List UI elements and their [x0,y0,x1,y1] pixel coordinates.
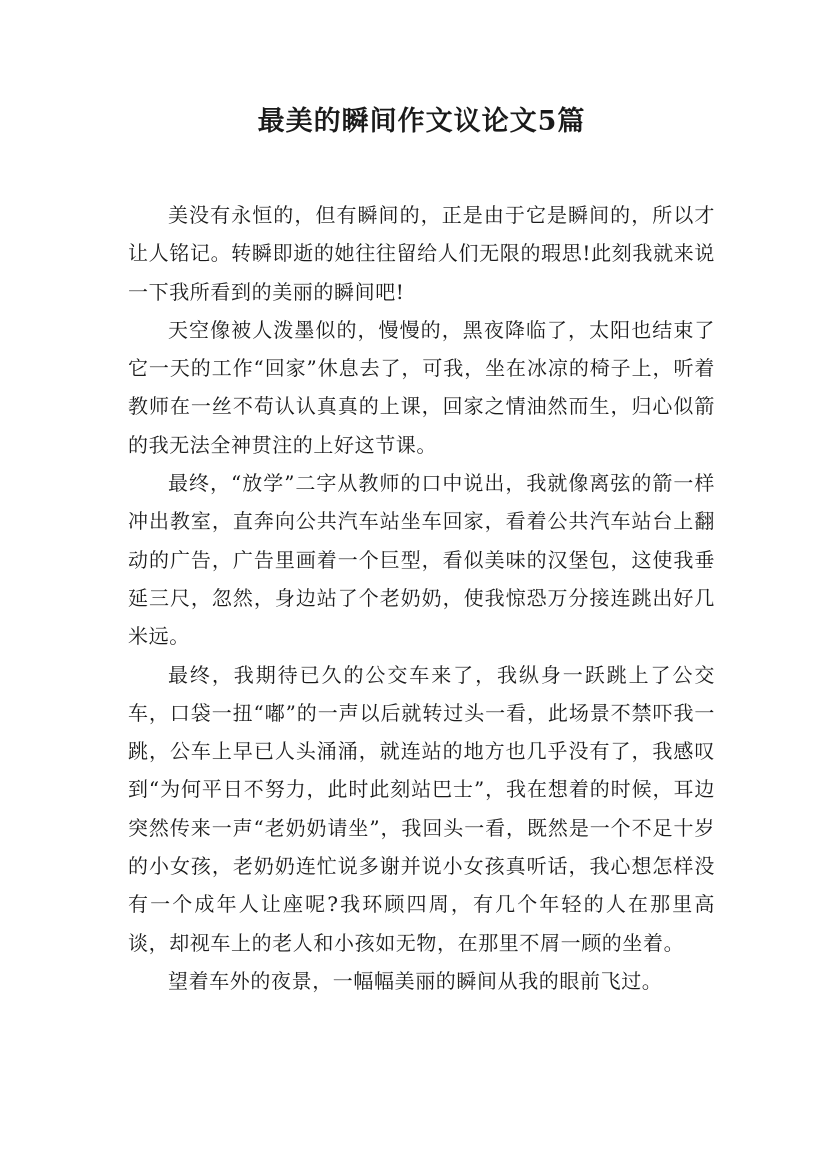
paragraph-1: 美没有永恒的，但有瞬间的，正是由于它是瞬间的，所以才让人铭记。转瞬即逝的她往往留给人们无限的瑕思!此刻我就来说一下我所看到的美丽的瞬间吧! [128,203,715,304]
paragraph-2: 天空像被人泼墨似的，慢慢的，黑夜降临了，太阳也结束了它一天的工作“回家”休息去了，可我，坐在冰凉的椅子上，听着教师在一丝不苟认认真真的上课，回家之情油然而生，归心似箭的我无法全神贯注的上好这节课。 [128,317,715,457]
document-title: 最美的瞬间作文议论文5篇 [257,106,586,137]
paragraph-5: 望着车外的夜景，一幅幅美丽的瞬间从我的眼前飞过。 [168,968,663,993]
paragraph-3: 最终，“放学”二字从教师的口中说出，我就像离弦的箭一样冲出教室，直奔向公共汽车站坐车回家，看着公共汽车站台上翻动的广告，广告里画着一个巨型，看似美味的汉堡包，这使我垂延三尺，忽然，身边站了个老奶奶，使我惊恐万分接连跳出好几米远。 [128,471,715,649]
paragraph-4: 最终，我期待已久的公交车来了，我纵身一跃跳上了公交车，口袋一扭“嘟”的一声以后就转过头一看，此场景不禁吓我一跳，公车上早已人头涌涌，就连站的地方也几乎没有了，我感叹到“为何平日不努力，此时此刻站巴士”，我在想着的时候，耳边突然传来一声“老奶奶请坐”，我回头一看，既然是一个不足十岁的小女孩，老奶奶连忙说多谢并说小女孩真听话，我心想怎样没有一个成年人让座呢?我环顾四周，有几个年轻的人在那里高谈，却视车上的老人和小孩如无物，在那里不屑一顾的坐着。 [128,662,715,955]
